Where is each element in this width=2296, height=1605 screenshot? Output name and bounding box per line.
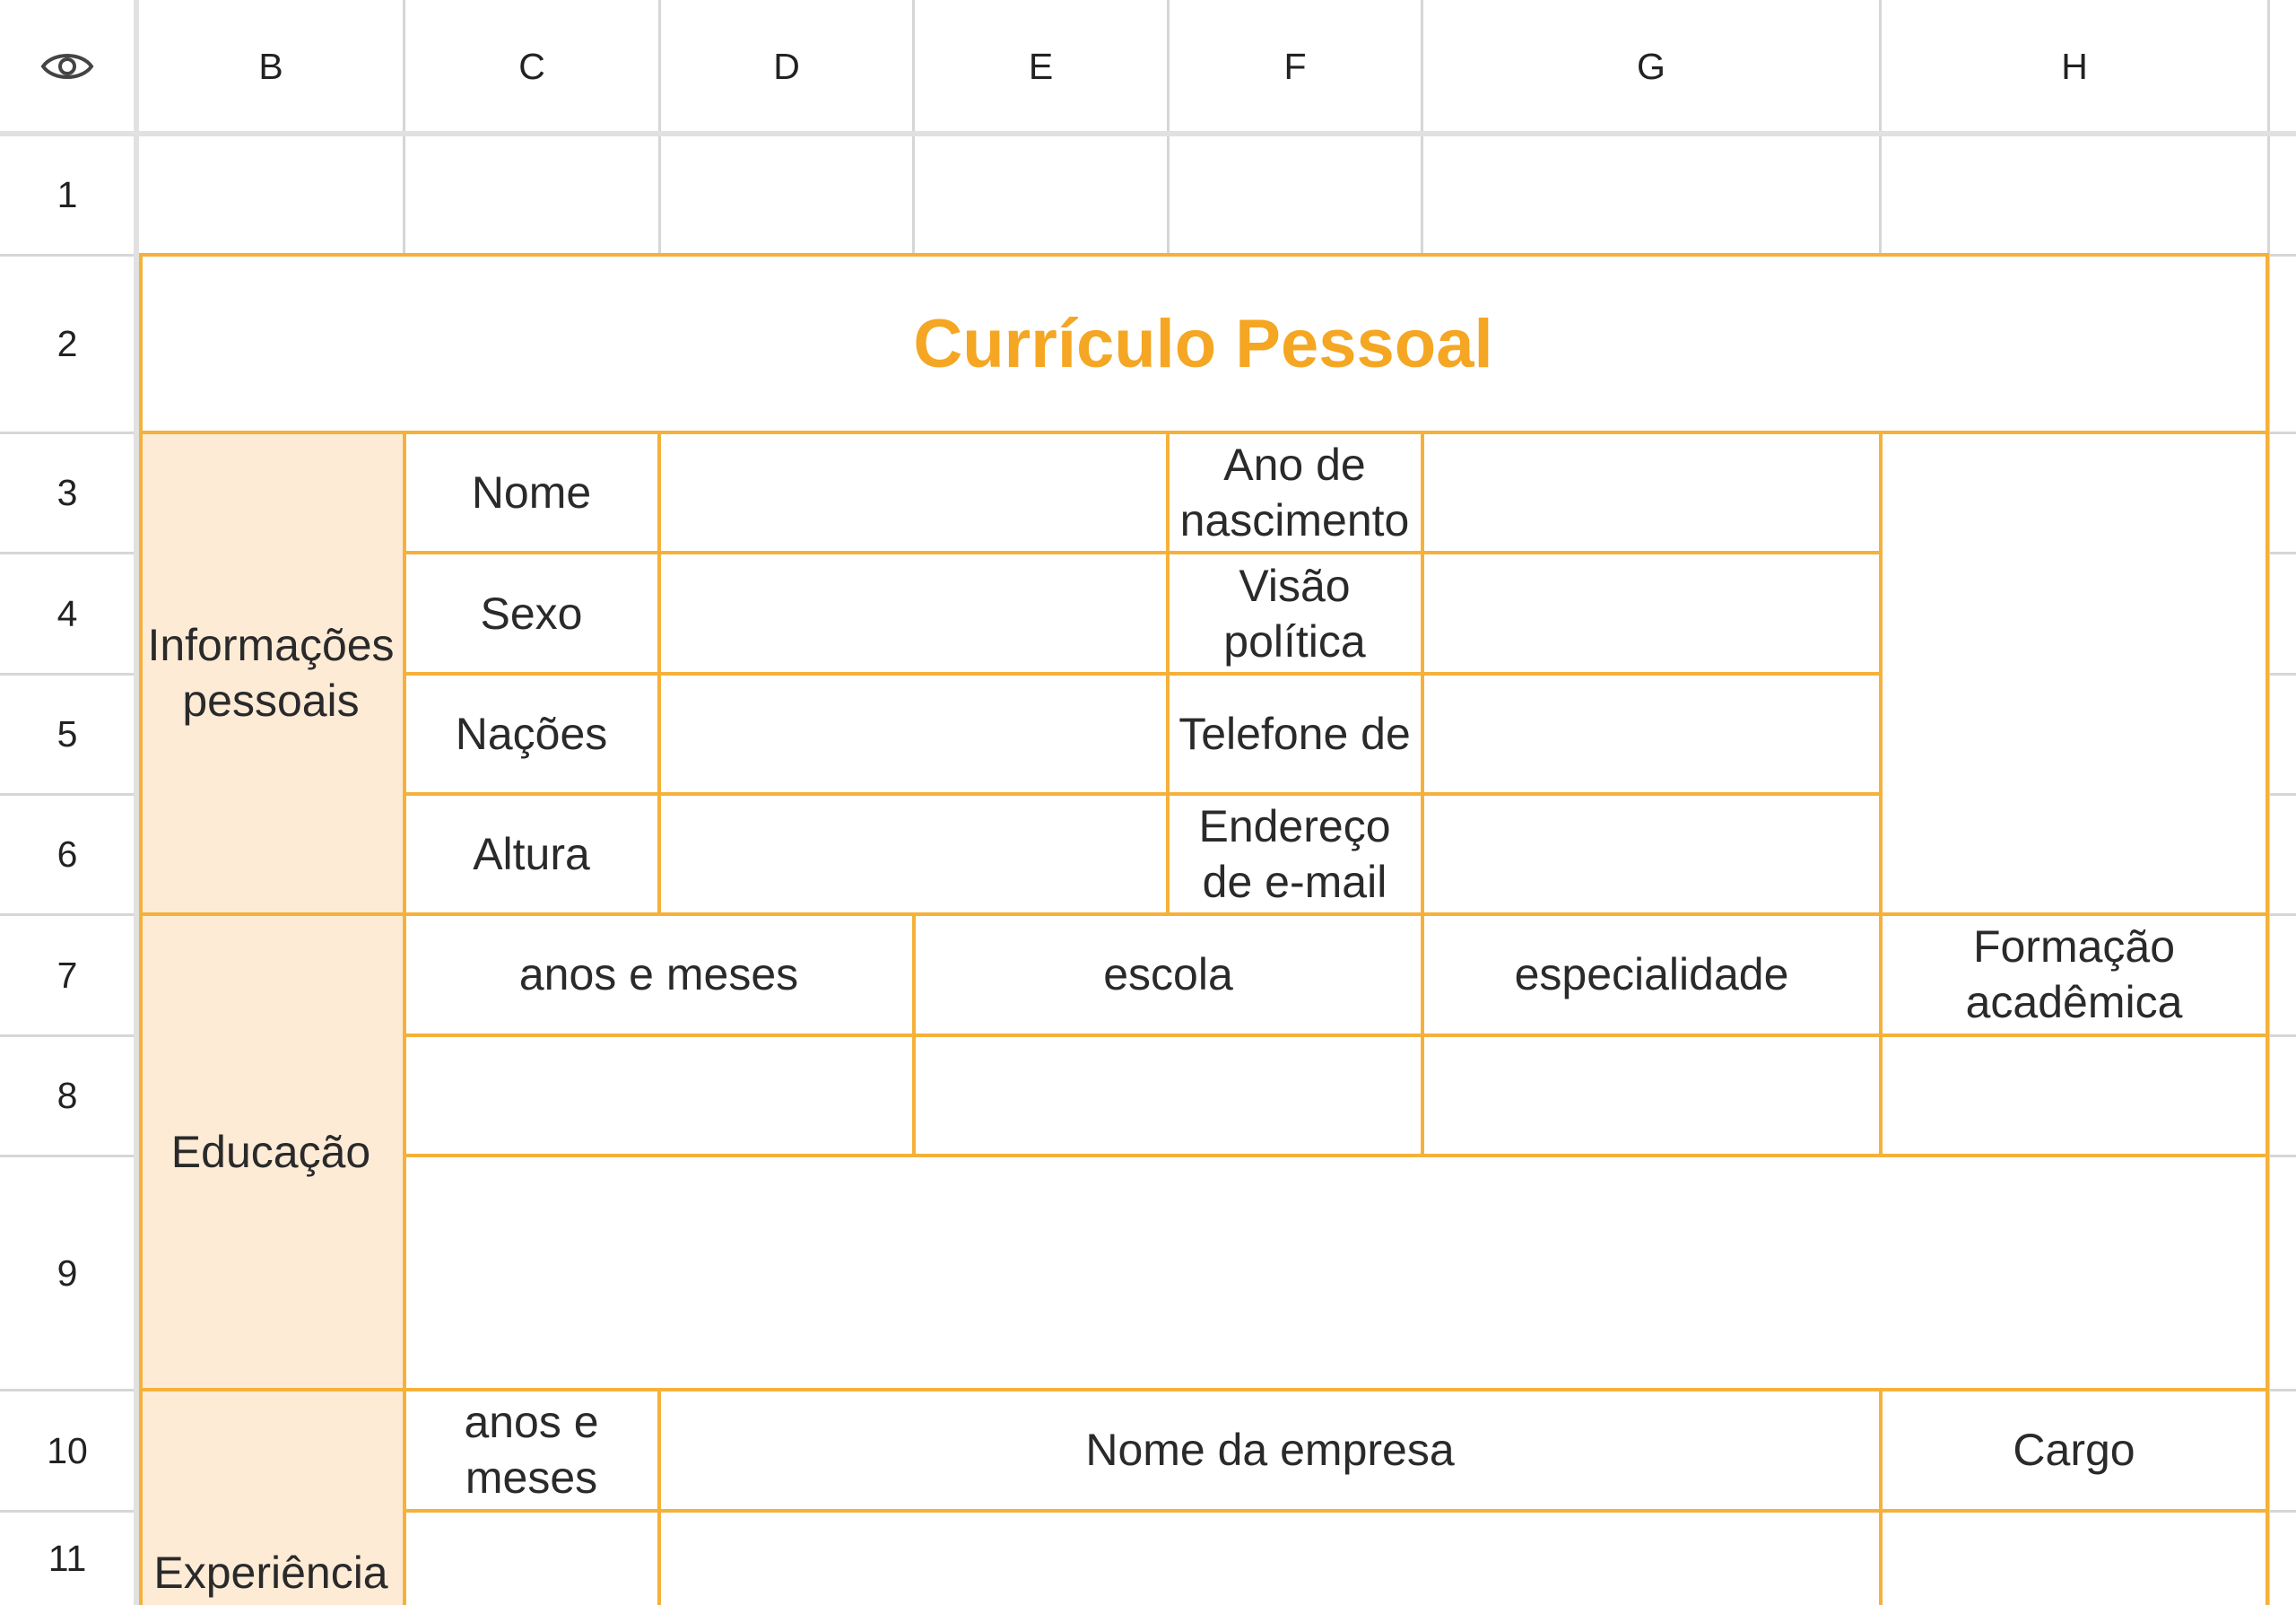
- table-border: [1166, 431, 1170, 913]
- label-name[interactable]: Nome: [404, 432, 658, 552]
- table-border: [1421, 912, 1424, 1156]
- input-phone[interactable]: [1422, 674, 1881, 793]
- corner-eye-button[interactable]: [0, 0, 135, 133]
- exp-header-company[interactable]: Nome da empresa: [659, 1390, 1881, 1510]
- label-height[interactable]: Altura: [404, 794, 658, 913]
- row-header-4[interactable]: 4: [57, 592, 78, 634]
- label-phone[interactable]: Telefone de: [1168, 674, 1422, 793]
- section-personal-info[interactable]: Informações pessoais: [139, 432, 403, 912]
- row-header-5[interactable]: 5: [57, 713, 78, 755]
- label-email[interactable]: Endereço de e-mail: [1168, 794, 1422, 913]
- input-name[interactable]: [659, 432, 1168, 552]
- table-border: [1879, 431, 1883, 1156]
- column-header-g[interactable]: G: [1637, 45, 1665, 87]
- row-header-2[interactable]: 2: [57, 323, 78, 364]
- row-header-1[interactable]: 1: [57, 173, 78, 215]
- input-nations[interactable]: [659, 674, 1168, 793]
- column-header-h[interactable]: H: [2061, 45, 2088, 87]
- edu-specialty-cell[interactable]: [1422, 1035, 1881, 1155]
- column-header-d[interactable]: D: [773, 45, 800, 87]
- table-border: [403, 1154, 2269, 1157]
- section-education[interactable]: Educação: [139, 914, 403, 1389]
- exp-company-cell[interactable]: [659, 1511, 1881, 1605]
- row-header-9[interactable]: 9: [57, 1252, 78, 1294]
- row-header-10[interactable]: 10: [47, 1429, 88, 1471]
- edu-period-cell[interactable]: [404, 1035, 913, 1155]
- table-border: [2266, 253, 2269, 1605]
- edu-header-specialty[interactable]: especialidade: [1422, 914, 1881, 1034]
- table-border: [139, 253, 143, 1605]
- label-sex[interactable]: Sexo: [404, 554, 658, 673]
- column-header-f[interactable]: F: [1283, 45, 1307, 87]
- table-border: [403, 1509, 2269, 1513]
- row-header-7[interactable]: 7: [57, 954, 78, 996]
- column-header-b[interactable]: B: [258, 45, 283, 87]
- input-sex[interactable]: [659, 554, 1168, 673]
- row-header-8[interactable]: 8: [57, 1075, 78, 1116]
- input-political-view[interactable]: [1422, 554, 1881, 673]
- edu-header-degree[interactable]: Formação acadêmica: [1881, 914, 2267, 1034]
- table-border: [139, 431, 2269, 434]
- column-header-c[interactable]: C: [518, 45, 545, 87]
- input-height[interactable]: [659, 794, 1168, 913]
- table-border: [657, 431, 661, 913]
- exp-header-position[interactable]: Cargo: [1881, 1390, 2267, 1510]
- table-border: [403, 551, 1883, 554]
- row-header-11[interactable]: 11: [48, 1538, 87, 1579]
- input-email[interactable]: [1422, 794, 1881, 913]
- edu-header-school[interactable]: escola: [914, 914, 1422, 1034]
- table-border: [1421, 431, 1424, 913]
- table-border: [403, 1034, 2269, 1037]
- table-border: [139, 912, 2269, 916]
- exp-position-cell[interactable]: [1881, 1511, 2267, 1605]
- edu-degree-cell[interactable]: [1881, 1035, 2267, 1155]
- label-birth-year[interactable]: Ano de nascimento: [1168, 432, 1422, 552]
- table-border: [139, 253, 2269, 257]
- photo-cell[interactable]: [1881, 432, 2267, 913]
- table-border: [912, 912, 916, 1156]
- table-border: [403, 672, 1883, 676]
- table-border: [403, 792, 1883, 796]
- column-header-e[interactable]: E: [1028, 45, 1054, 87]
- page-title[interactable]: Currículo Pessoal: [139, 256, 2267, 432]
- edu-school-cell[interactable]: [914, 1035, 1422, 1155]
- table-border: [657, 1388, 661, 1605]
- label-political-view[interactable]: Visão política: [1168, 554, 1422, 673]
- row-header-6[interactable]: 6: [57, 833, 78, 875]
- exp-header-period[interactable]: anos e meses: [404, 1390, 658, 1510]
- table-border: [139, 1388, 2269, 1391]
- table-border: [1879, 1388, 1883, 1605]
- table-border: [403, 431, 406, 1605]
- edu-notes-cell[interactable]: [404, 1156, 2267, 1389]
- eye-icon: [40, 48, 94, 84]
- edu-header-period[interactable]: anos e meses: [404, 914, 913, 1034]
- label-nations[interactable]: Nações: [404, 674, 658, 793]
- section-experience[interactable]: Experiência: [139, 1390, 403, 1605]
- row-header-3[interactable]: 3: [57, 472, 78, 513]
- input-birth-year[interactable]: [1422, 432, 1881, 552]
- exp-period-cell[interactable]: [404, 1511, 658, 1605]
